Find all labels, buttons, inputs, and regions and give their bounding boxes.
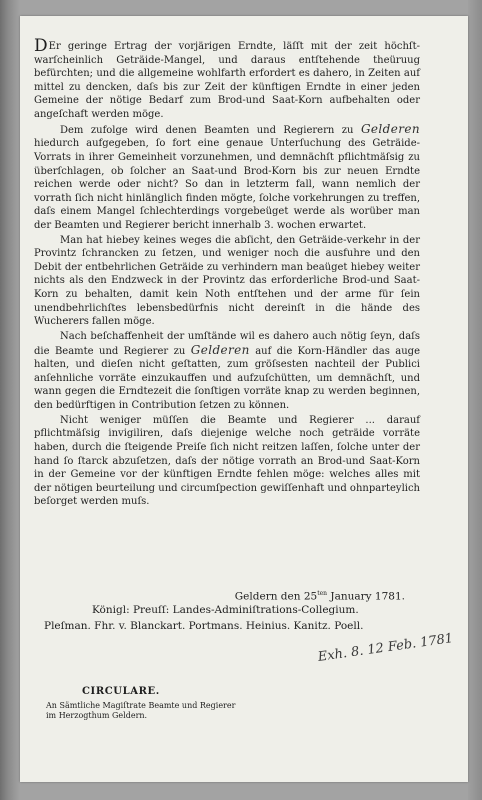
- paragraph-3-text: Man hat hiebey keines weges die abſicht, den Geträide-verkehr in der Provintz ſchrancken zu ſetzen, und weniger noch die ausfuhre und den Debit der entbehrlichen Geträide zu verhindern man beaüget hiebey weiter nichts als den Endzweck in der Provintz das erforderliche Brod-und Saat-Korn zu behalten, damit kein Noth entſtehen und der arme für ſein unendbehrlichſtes lebensbedürfnis nicht dereinſt in die hände des Wucherers fallen möge.: [34, 234, 420, 328]
- paragraph-5-text: Nicht weniger müſſen die Beamte und Regierer ... darauf pflichtmäſsig invigiliren, daſs diejenige welche noch geträide vorräte haben, durch die ſteigende Preiſe ſich nicht reitzen laſſen, ſolche unter der hand ſo ſtarck abzuſetzen, daſs der nötige vorrath an Brod-und Saat-Korn in der Gemeine vor der künftigen Erndte fehlen möge: welches alles mit der nötigen beurteilung und circumſpection gewiſſenhaft und ohnparteylich beſorget werden muſs.: [34, 414, 420, 508]
- handwritten-register-note: Exh. 8. 12 Feb. 1781: [316, 631, 455, 665]
- paragraph-1: [34, 36, 420, 122]
- date-suffix: ten: [317, 590, 328, 597]
- handwritten-place-2: Gelderen: [190, 342, 250, 357]
- paragraph-5: [34, 414, 420, 509]
- paragraph-2: [34, 123, 420, 233]
- circulare-title: CIRCULARE.: [82, 686, 160, 697]
- circulare-address: An Sämtliche Magiſtrate Beamte und Regierer im Herzogthum Geldern.: [46, 701, 236, 720]
- document-body: [34, 36, 421, 510]
- paragraph-2-before: Dem zufolge wird denen Beamten und Regierern zu: [60, 124, 354, 136]
- date-line: [205, 590, 405, 603]
- date-month-year: January 1781.: [330, 590, 405, 603]
- paragraph-2-after: hiedurch aufgegeben, ſo fort eine genaue Unterſuchung des Geträide-Vorrats in ihrer Gemeinheit vorzunehmen, und demnächſt pflichtmäſsig zu überſchlagen, ob ſolcher an Saat-und Brod-Korn bis zur neuen Erndte reichen werde oder nicht? So dan in letzterm fall, wann nemlich der vorrath ſich nicht hinlänglich finden mögte, ſolche vorkehrungen zu treffen, daſs einem Mangel ſchlechterdings vorgebeüget werde als worüber man der Beamten und Regierer bericht innerhalb 3. wochen erwartet.: [34, 138, 420, 231]
- paragraph-4-after: auf die Korn-Händler das auge halten, und dieſen nicht geſtatten, zum gröſsesten nachteil der Publici anſehnliche vorräte einzukauffen und aufzuſchütten, um demnächſt, und wann gegen die Erndtezeit die ſonſtigen vorräte knap zu werden beginnen, den bedürftigen in Contribution ſetzen zu können.: [34, 345, 420, 411]
- drop-cap: D: [34, 36, 48, 56]
- paragraph-3: [34, 234, 420, 329]
- handwritten-place-1: Gelderen: [360, 121, 421, 136]
- date-place: Geldern den 25: [234, 590, 318, 603]
- paragraph-4: [34, 330, 420, 413]
- paragraph-4-before: Nach beſchaffenheit der umſtände wil es dahero auch nötig ſeyn, daſs die Beamte und Regierer zu: [34, 331, 420, 357]
- signatories: Pleſman. Fhr. v. Blanckart. Portmans. Heinius. Kanitz. Poell.: [44, 620, 364, 632]
- issuing-college: Königl: Preuſſ: Landes-Adminiſtrations-Collegium.: [92, 604, 359, 616]
- scan-edge: [468, 0, 482, 800]
- paragraph-1-text: Er geringe Ertrag der vorjärigen Erndte, läſſt mit der zeit höchſt-warſcheinlich Geträide-Mangel, und daraus entſtehende theüruug befürchten; und die allgemeine wohlfarth erfordert es dahero, in Zeiten auf mittel zu dencken, daſs bis zur Zeit der künftigen Erndte in einer jeden Gemeine der nötige Bedarf zum Brod-und Saat-Korn aufbehalten oder angeſchaft werden möge.: [34, 41, 420, 120]
